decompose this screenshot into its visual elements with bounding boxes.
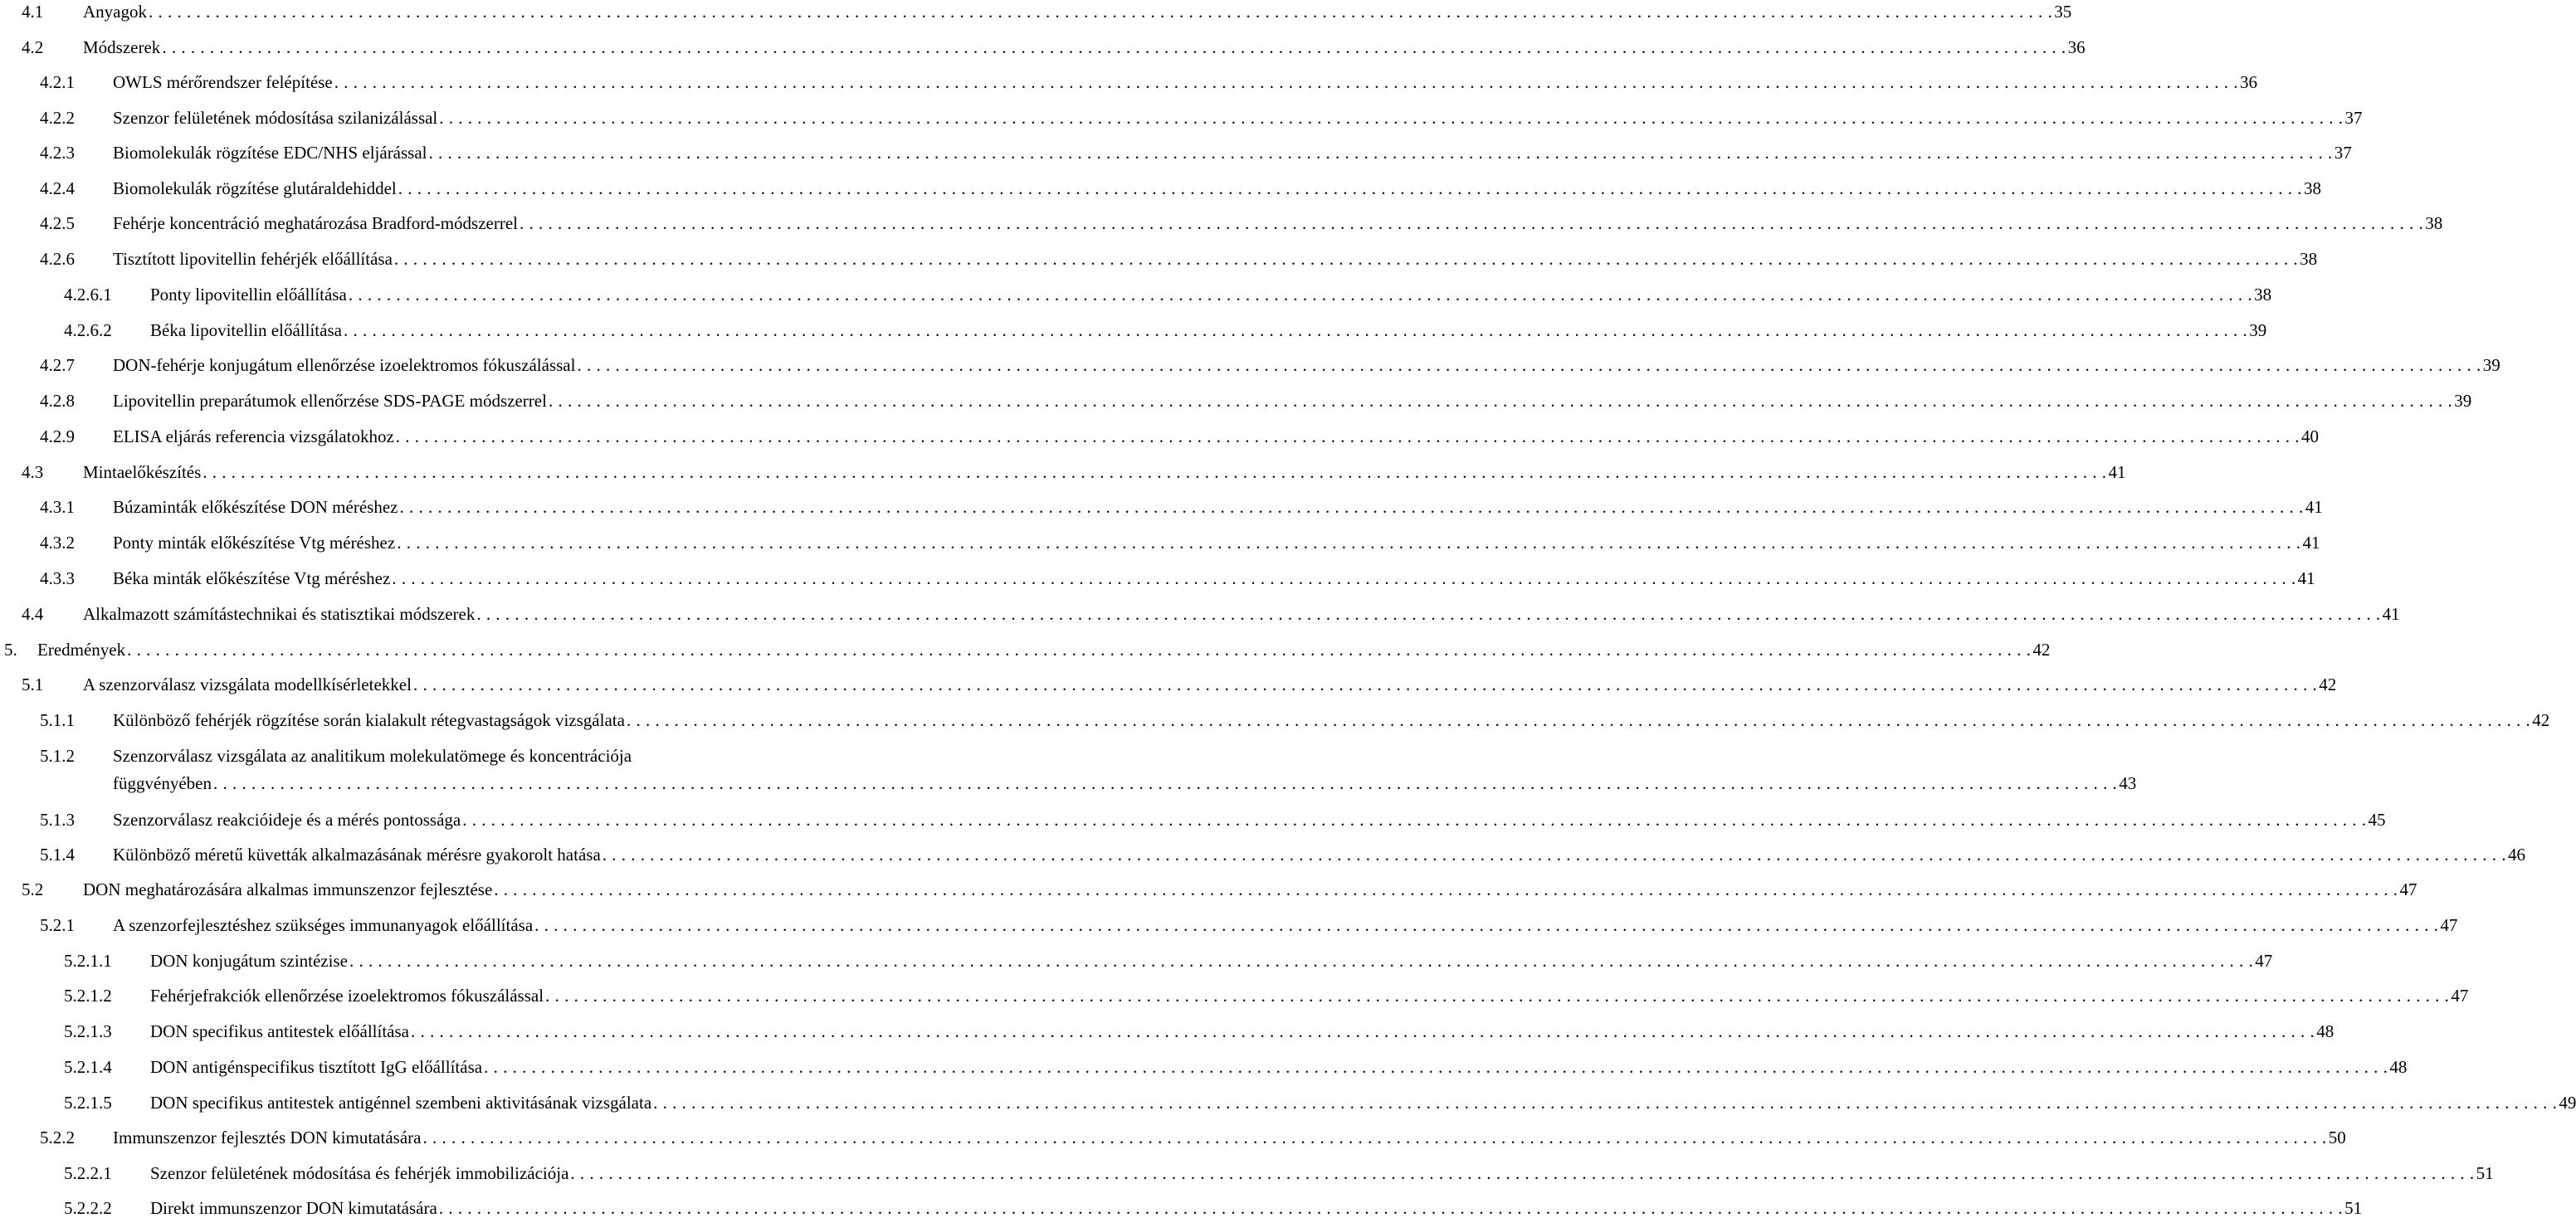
- toc-entry[interactable]: [40, 108, 2363, 128]
- dot-leader: . . . . . . . . . . . . . . . . . . . . . . . . . . . . . . . . . . . . . . . . . . . . . . . . . . . . . . . . . . . . . . . . . . . . . . . . . . . . . . . . . . . . . . . . . . . . . . . . . . . . . . . . . . . . . . . . . . . . . . . . . . . . . . . . . . . . . . . . . . . . . . . . . . . . . . . . . . . . . . . . . . . . . . . . . . . . . . . . . . . . . . . . . . . . . . . . . . . . . . . .: [462, 810, 2367, 830]
- dot-leader: . . . . . . . . . . . . . . . . . . . . . . . . . . . . . . . . . . . . . . . . . . . . . . . . . . . . . . . . . . . . . . . . . . . . . . . . . . . . . . . . . . . . . . . . . . . . . . . . . . . . . . . . . . . . . . . . . . . . . . . . . . . . . . . . . . . . . . . . . . . . . . . . . . . . . . . . . . . . . . . . . . . . . . . . . . . . . . . . . . . . . . . . . . . . . . . . . . . . . . . .: [127, 640, 2032, 660]
- toc-entry-page[interactable]: 39: [2249, 320, 2267, 340]
- dot-leader: . . . . . . . . . . . . . . . . . . . . . . . . . . . . . . . . . . . . . . . . . . . . . . . . . . . . . . . . . . . . . . . . . . . . . . . . . . . . . . . . . . . . . . . . . . . . . . . . . . . . . . . . . . . . . . . . . . . . . . . . . . . . . . . . . . . . . . . . . . . . . . . . . . . . . . . . . . . . . . . . . . . . . . . . . . . . . . . . . . . . . . . . . . . . . . . . . . . . . . . .: [534, 915, 2439, 935]
- toc-entry[interactable]: [40, 355, 2500, 375]
- toc-entry[interactable]: [40, 533, 2320, 553]
- dot-leader: . . . . . . . . . . . . . . . . . . . . . . . . . . . . . . . . . . . . . . . . . . . . . . . . . . . . . . . . . . . . . . . . . . . . . . . . . . . . . . . . . . . . . . . . . . . . . . . . . . . . . . . . . . . . . . . . . . . . . . . . . . . . . . . . . . . . . . . . . . . . . . . . . . . . . . . . . . . . . . . . . . . . . . . . . . . . . . . . . . . . . . . . . . . . . . . . . . . . . . . .: [202, 462, 2107, 482]
- dot-leader: . . . . . . . . . . . . . . . . . . . . . . . . . . . . . . . . . . . . . . . . . . . . . . . . . . . . . . . . . . . . . . . . . . . . . . . . . . . . . . . . . . . . . . . . . . . . . . . . . . . . . . . . . . . . . . . . . . . . . . . . . . . . . . . . . . . . . . . . . . . . . . . . . . . . . . . . . . . . . . . . . . . . . . . . . . . . . . . . . . . . . . . . . . . . . . . . . . . . . . . .: [343, 320, 2248, 340]
- toc-entry-number: 4.2.1: [40, 72, 75, 92]
- dot-leader: . . . . . . . . . . . . . . . . . . . . . . . . . . . . . . . . . . . . . . . . . . . . . . . . . . . . . . . . . . . . . . . . . . . . . . . . . . . . . . . . . . . . . . . . . . . . . . . . . . . . . . . . . . . . . . . . . . . . . . . . . . . . . . . . . . . . . . . . . . . . . . . . . . . . . . . . . . . . . . . . . . . . . . . . . . . . . . . . . . . . . . . . . . . . . . . . . . . . . . . .: [520, 213, 2424, 233]
- toc-entry-number: 5.2.1.2: [64, 986, 112, 1006]
- toc-entry[interactable]: [22, 879, 2417, 899]
- toc-entry-title[interactable]: Eredmények: [37, 640, 126, 660]
- toc-entry[interactable]: [40, 568, 2315, 588]
- toc-entry-title[interactable]: Ponty minták előkészítése Vtg méréshez: [113, 533, 396, 553]
- dot-leader: . . . . . . . . . . . . . . . . . . . . . . . . . . . . . . . . . . . . . . . . . . . . . . . . . . . . . . . . . . . . . . . . . . . . . . . . . . . . . . . . . . . . . . . . . . . . . . . . . . . . . . . . . . . . . . . . . . . . . . . . . . . . . . . . . . . . . . . . . . . . . . . . . . . . . . . . . . . . . . . . . . . . . . . . . . . . . . . . . . . . . . . . . . . . . . . . . . . . . . . .: [398, 178, 2302, 198]
- toc-entry-number: 4.2.3: [40, 143, 75, 163]
- toc-entry-title[interactable]: Immunszenzor fejlesztés DON kimutatására: [113, 1128, 422, 1147]
- toc-entry-number: 5.2.1.1: [64, 951, 112, 971]
- toc-entry-page[interactable]: 47: [2451, 986, 2469, 1006]
- toc-entry-title[interactable]: ELISA eljárás referencia vizsgálatokhoz: [113, 426, 394, 446]
- toc-entry-page[interactable]: 38: [2254, 285, 2272, 304]
- toc-entry-page[interactable]: 41: [2302, 533, 2320, 553]
- dot-leader: . . . . . . . . . . . . . . . . . . . . . . . . . . . . . . . . . . . . . . . . . . . . . . . . . . . . . . . . . . . . . . . . . . . . . . . . . . . . . . . . . . . . . . . . . . . . . . . . . . . . . . . . . . . . . . . . . . . . . . . . . . . . . . . . . . . . . . . . . . . . . . . . . . . . . . . . . . . . . . . . . . . . . . . . . . . . . . . . . . . . . . . . . . . . . . . . . . . . . . . .: [548, 391, 2453, 411]
- toc-entry-page[interactable]: 39: [2454, 391, 2472, 411]
- toc-entry-title[interactable]: Béka minták előkészítése Vtg méréshez: [113, 568, 391, 588]
- toc-entry-title[interactable]: OWLS mérőrendszer felépítése: [113, 72, 333, 92]
- toc-entry[interactable]: [64, 320, 2267, 340]
- toc-entry-number: 4.2.6.1: [64, 285, 112, 304]
- toc-entry[interactable]: [22, 675, 2337, 694]
- dot-leader: . . . . . . . . . . . . . . . . . . . . . . . . . . . . . . . . . . . . . . . . . . . . . . . . . . . . . . . . . . . . . . . . . . . . . . . . . . . . . . . . . . . . . . . . . . . . . . . . . . . . . . . . . . . . . . . . . . . . . . . . . . . . . . . . . . . . . . . . . . . . . . . . . . . . . . . . . . . . . . . . . . . . . . . . . . . . . . . . . . . . . . . . . . . . . . . . . . . . . . . .: [422, 1128, 2327, 1147]
- toc-entry-title[interactable]: Szenzor felületének módosítása és fehérjék immobilizációja: [150, 1163, 569, 1183]
- toc-entry-title[interactable]: DON specifikus antitestek antigénnel szembeni aktivitásának vizsgálata: [150, 1093, 652, 1113]
- toc-entry[interactable]: [40, 497, 2323, 517]
- toc-entry-title[interactable]: DON antigénspecifikus tisztított IgG előállítása: [150, 1057, 483, 1077]
- toc-entry-title[interactable]: DON-fehérje konjugátum ellenőrzése izoelektromos fókuszálással: [113, 355, 576, 375]
- toc-entry[interactable]: [22, 2, 2072, 22]
- dot-leader: . . . . . . . . . . . . . . . . . . . . . . . . . . . . . . . . . . . . . . . . . . . . . . . . . . . . . . . . . . . . . . . . . . . . . . . . . . . . . . . . . . . . . . . . . . . . . . . . . . . . . . . . . . . . . . . . . . . . . . . . . . . . . . . . . . . . . . . . . . . . . . . . . . . . . . . . . . . . . . . . . . . . . . . . . . . . . . . . . . . . . . . . . . . . . . . . . . . . . . . .: [349, 951, 2254, 971]
- dot-leader: . . . . . . . . . . . . . . . . . . . . . . . . . . . . . . . . . . . . . . . . . . . . . . . . . . . . . . . . . . . . . . . . . . . . . . . . . . . . . . . . . . . . . . . . . . . . . . . . . . . . . . . . . . . . . . . . . . . . . . . . . . . . . . . . . . . . . . . . . . . . . . . . . . . . . . . . . . . . . . . . . . . . . . . . . . . . . . . . . . . . . . . . . . . . . . . . . . . . . . . .: [577, 355, 2481, 375]
- toc-entry-number: 5.2: [22, 879, 44, 899]
- toc-entry-page[interactable]: 36: [2067, 37, 2086, 57]
- toc-entry-title[interactable]: Biomolekulák rögzítése glutáraldehiddel: [113, 178, 397, 198]
- dot-leader: . . . . . . . . . . . . . . . . . . . . . . . . . . . . . . . . . . . . . . . . . . . . . . . . . . . . . . . . . . . . . . . . . . . . . . . . . . . . . . . . . . . . . . . . . . . . . . . . . . . . . . . . . . . . . . . . . . . . . . . . . . . . . . . . . . . . . . . . . . . . . . . . . . . . . . . . . . . . . . . . . . . . . . . . . . . . . . . . . . . . . . . . . . . . . . . . . . . . . . . .: [393, 249, 2299, 269]
- toc-entry-number: 4.2.4: [40, 178, 75, 198]
- toc-entry-number: 4.2.9: [40, 426, 75, 446]
- toc-entry-number: 5.1.1: [40, 710, 75, 730]
- toc-entry-number: 4.2.7: [40, 355, 75, 375]
- toc-entry-title[interactable]: Fehérjefrakciók ellenőrzése izoelektromos fókuszálással: [150, 986, 544, 1006]
- toc-entry-title[interactable]: Különböző méretű küvetták alkalmazásának mérésre gyakorolt hatása: [113, 845, 601, 865]
- dot-leader: . . . . . . . . . . . . . . . . . . . . . . . . . . . . . . . . . . . . . . . . . . . . . . . . . . . . . . . . . . . . . . . . . . . . . . . . . . . . . . . . . . . . . . . . . . . . . . . . . . . . . . . . . . . . . . . . . . . . . . . . . . . . . . . . . . . . . . . . . . . . . . . . . . . . . . . . . . . . . . . . . . . . . . . . . . . . . . . . . . . . . . . . . . . . . . . . . . . . . . . .: [412, 675, 2318, 694]
- toc-entry-number: 4.2: [22, 37, 44, 57]
- toc-entry-page[interactable]: 47: [2255, 951, 2273, 971]
- toc-entry-title[interactable]: A szenzorválasz vizsgálata modellkísérletekkel: [83, 675, 412, 694]
- toc-entry-title[interactable]: Béka lipovitellin előállítása: [150, 320, 342, 340]
- dot-leader: . . . . . . . . . . . . . . . . . . . . . . . . . . . . . . . . . . . . . . . . . . . . . . . . . . . . . . . . . . . . . . . . . . . . . . . . . . . . . . . . . . . . . . . . . . . . . . . . . . . . . . . . . . . . . . . . . . . . . . . . . . . . . . . . . . . . . . . . . . . . . . . . . . . . . . . . . . . . . . . . . . . . . . . . . . . . . . . . . . . . . . . . . . . . . . . . . . . . . . . .: [653, 1093, 2558, 1113]
- toc-entry-title[interactable]: Szenzor felületének módosítása szilanizálással: [113, 108, 438, 128]
- toc-entry-page[interactable]: 41: [2297, 568, 2315, 588]
- dot-leader: . . . . . . . . . . . . . . . . . . . . . . . . . . . . . . . . . . . . . . . . . . . . . . . . . . . . . . . . . . . . . . . . . . . . . . . . . . . . . . . . . . . . . . . . . . . . . . . . . . . . . . . . . . . . . . . . . . . . . . . . . . . . . . . . . . . . . . . . . . . . . . . . . . . . . . . . . . . . . . . . . . . . . . . . . . . . . . . . . . . . . . . . . . . . . . . . . . . . . . . .: [545, 986, 2450, 1006]
- toc-entry-page[interactable]: 37: [2334, 143, 2352, 163]
- toc-entry-page[interactable]: 39: [2482, 355, 2500, 375]
- toc-entry-number: 4.3.3: [40, 568, 75, 588]
- toc-entry-page[interactable]: 46: [2508, 845, 2526, 865]
- toc-entry-page[interactable]: 47: [2399, 879, 2417, 899]
- toc-entry-title[interactable]: Biomolekulák rögzítése EDC/NHS eljárással: [113, 143, 427, 163]
- toc-entry[interactable]: [40, 249, 2318, 269]
- toc-entry-page[interactable]: 42: [2319, 675, 2337, 694]
- toc-entry[interactable]: [64, 1163, 2494, 1183]
- dot-leader: . . . . . . . . . . . . . . . . . . . . . . . . . . . . . . . . . . . . . . . . . . . . . . . . . . . . . . . . . . . . . . . . . . . . . . . . . . . . . . . . . . . . . . . . . . . . . . . . . . . . . . . . . . . . . . . . . . . . . . . . . . . . . . . . . . . . . . . . . . . . . . . . . . . . . . . . . . . . . . . . . . . . . . . . . . . . . . . . . . . . . . . . . . . . . . . . . . . . . . . .: [411, 1021, 2315, 1041]
- toc-entry-number: 4.3.2: [40, 533, 75, 553]
- toc-entry-number: 5.2.2.2: [64, 1198, 112, 1218]
- toc-entry-continuation[interactable]: [113, 773, 2137, 793]
- toc-entry-number: 5.: [4, 640, 17, 660]
- toc-entry-title[interactable]: Búzaminták előkészítése DON méréshez: [113, 497, 398, 517]
- toc-entry[interactable]: [64, 285, 2272, 304]
- toc-entry-number: 4.2.6.2: [64, 320, 112, 340]
- toc-entry-title[interactable]: A szenzorfejlesztéshez szükséges immunanyagok előállítása: [113, 915, 534, 935]
- toc-entry[interactable]: [64, 1198, 2363, 1218]
- toc-entry-page[interactable]: 42: [2032, 640, 2051, 660]
- dot-leader: . . . . . . . . . . . . . . . . . . . . . . . . . . . . . . . . . . . . . . . . . . . . . . . . . . . . . . . . . . . . . . . . . . . . . . . . . . . . . . . . . . . . . . . . . . . . . . . . . . . . . . . . . . . . . . . . . . . . . . . . . . . . . . . . . . . . . . . . . . . . . . . . . . . . . . . . . . . . . . . . . . . . . . . . . . . . . . . . . . . . . . . . . . . . . . . . . . . . . . . .: [395, 426, 2300, 446]
- toc-entry-page[interactable]: 48: [2316, 1021, 2334, 1041]
- toc-entry[interactable]: [40, 746, 632, 766]
- toc-entry-page[interactable]: 38: [2300, 249, 2318, 269]
- toc-entry[interactable]: [40, 845, 2526, 865]
- dot-leader: . . . . . . . . . . . . . . . . . . . . . . . . . . . . . . . . . . . . . . . . . . . . . . . . . . . . . . . . . . . . . . . . . . . . . . . . . . . . . . . . . . . . . . . . . . . . . . . . . . . . . . . . . . . . . . . . . . . . . . . . . . . . . . . . . . . . . . . . . . . . . . . . . . . . . . . . . . . . . . . . . . . . . . . . . . . . . . . . . . . . . . . . . . . . . . . . . . . . . . . .: [626, 710, 2531, 730]
- toc-entry-page[interactable]: 41: [2382, 604, 2400, 624]
- toc-entry[interactable]: [64, 986, 2469, 1006]
- toc-entry[interactable]: [40, 915, 2458, 935]
- dot-leader: . . . . . . . . . . . . . . . . . . . . . . . . . . . . . . . . . . . . . . . . . . . . . . . . . . . . . . . . . . . . . . . . . . . . . . . . . . . . . . . . . . . . . . . . . . . . . . . . . . . . . . . . . . . . . . . . . . . . . . . . . . . . . . . . . . . . . . . . . . . . . . . . . . . . . . . . . . . . . . . . . . . . . . . . . . . . . . . . . . . . . . . . . . . . . . . . . . . . . . . .: [212, 773, 2118, 793]
- toc-entry-title[interactable]: Ponty lipovitellin előállítása: [150, 285, 347, 304]
- toc-entry[interactable]: [40, 143, 2352, 163]
- toc-entry-page[interactable]: 50: [2328, 1128, 2346, 1147]
- toc-entry-page[interactable]: 47: [2440, 915, 2458, 935]
- toc-entry-number: 4.2.5: [40, 213, 75, 233]
- toc-entry-number: 5.2.1.3: [64, 1021, 112, 1041]
- toc-entry-number: 5.1.2: [40, 746, 75, 766]
- toc-entry-page[interactable]: 51: [2344, 1198, 2363, 1218]
- dot-leader: . . . . . . . . . . . . . . . . . . . . . . . . . . . . . . . . . . . . . . . . . . . . . . . . . . . . . . . . . . . . . . . . . . . . . . . . . . . . . . . . . . . . . . . . . . . . . . . . . . . . . . . . . . . . . . . . . . . . . . . . . . . . . . . . . . . . . . . . . . . . . . . . . . . . . . . . . . . . . . . . . . . . . . . . . . . . . . . . . . . . . . . . . . . . . . . . . . . . . . . .: [399, 497, 2304, 517]
- toc-entry-title[interactable]: DON specifikus antitestek előállítása: [150, 1021, 409, 1041]
- dot-leader: . . . . . . . . . . . . . . . . . . . . . . . . . . . . . . . . . . . . . . . . . . . . . . . . . . . . . . . . . . . . . . . . . . . . . . . . . . . . . . . . . . . . . . . . . . . . . . . . . . . . . . . . . . . . . . . . . . . . . . . . . . . . . . . . . . . . . . . . . . . . . . . . . . . . . . . . . . . . . . . . . . . . . . . . . . . . . . . . . . . . . . . . . . . . . . . . . . . . . . . .: [484, 1057, 2388, 1077]
- toc-entry-number: 4.3: [22, 462, 44, 482]
- toc-entry[interactable]: [40, 391, 2472, 411]
- dot-leader: . . . . . . . . . . . . . . . . . . . . . . . . . . . . . . . . . . . . . . . . . . . . . . . . . . . . . . . . . . . . . . . . . . . . . . . . . . . . . . . . . . . . . . . . . . . . . . . . . . . . . . . . . . . . . . . . . . . . . . . . . . . . . . . . . . . . . . . . . . . . . . . . . . . . . . . . . . . . . . . . . . . . . . . . . . . . . . . . . . . . . . . . . . . . . . . . . . . . . . . .: [162, 37, 2066, 57]
- toc-entry[interactable]: [40, 426, 2320, 446]
- dot-leader: . . . . . . . . . . . . . . . . . . . . . . . . . . . . . . . . . . . . . . . . . . . . . . . . . . . . . . . . . . . . . . . . . . . . . . . . . . . . . . . . . . . . . . . . . . . . . . . . . . . . . . . . . . . . . . . . . . . . . . . . . . . . . . . . . . . . . . . . . . . . . . . . . . . . . . . . . . . . . . . . . . . . . . . . . . . . . . . . . . . . . . . . . . . . . . . . . . . . . . . .: [494, 879, 2398, 899]
- toc-entry-page[interactable]: 51: [2476, 1163, 2494, 1183]
- toc-entry-title[interactable]: Mintaelőkészítés: [83, 462, 202, 482]
- dot-leader: . . . . . . . . . . . . . . . . . . . . . . . . . . . . . . . . . . . . . . . . . . . . . . . . . . . . . . . . . . . . . . . . . . . . . . . . . . . . . . . . . . . . . . . . . . . . . . . . . . . . . . . . . . . . . . . . . . . . . . . . . . . . . . . . . . . . . . . . . . . . . . . . . . . . . . . . . . . . . . . . . . . . . . . . . . . . . . . . . . . . . . . . . . . . . . . . . . . . . . . .: [392, 568, 2296, 588]
- toc-entry[interactable]: [40, 213, 2443, 233]
- toc-entry-page[interactable]: 41: [2108, 462, 2126, 482]
- toc-entry-number: 5.2.2.1: [64, 1163, 112, 1183]
- toc-entry-title[interactable]: Különböző fehérjék rögzítése során kialakult rétegvastagságok vizsgálata: [113, 710, 625, 730]
- toc-entry-page[interactable]: 35: [2054, 2, 2072, 22]
- toc-entry-title[interactable]: Anyagok: [83, 2, 147, 22]
- toc-entry[interactable]: [40, 810, 2386, 830]
- toc-entry-page[interactable]: 36: [2239, 72, 2257, 92]
- toc-entry-title[interactable]: Direkt immunszenzor DON kimutatására: [150, 1198, 437, 1218]
- toc-entry-title[interactable]: DON meghatározására alkalmas immunszenzor fejlesztése: [83, 879, 493, 899]
- toc-entry[interactable]: [64, 1093, 2576, 1113]
- dot-leader: . . . . . . . . . . . . . . . . . . . . . . . . . . . . . . . . . . . . . . . . . . . . . . . . . . . . . . . . . . . . . . . . . . . . . . . . . . . . . . . . . . . . . . . . . . . . . . . . . . . . . . . . . . . . . . . . . . . . . . . . . . . . . . . . . . . . . . . . . . . . . . . . . . . . . . . . . . . . . . . . . . . . . . . . . . . . . . . . . . . . . . . . . . . . . . . . . . . . . . . .: [334, 72, 2238, 92]
- toc-entry[interactable]: [40, 1128, 2346, 1147]
- toc-entry-number: 4.2.6: [40, 249, 75, 269]
- toc-entry-number: 4.3.1: [40, 497, 75, 517]
- toc-entry-number: 5.2.2: [40, 1128, 75, 1147]
- toc-entry-page[interactable]: 43: [2119, 773, 2137, 793]
- toc-entry-number: 5.1: [22, 675, 44, 694]
- dot-leader: . . . . . . . . . . . . . . . . . . . . . . . . . . . . . . . . . . . . . . . . . . . . . . . . . . . . . . . . . . . . . . . . . . . . . . . . . . . . . . . . . . . . . . . . . . . . . . . . . . . . . . . . . . . . . . . . . . . . . . . . . . . . . . . . . . . . . . . . . . . . . . . . . . . . . . . . . . . . . . . . . . . . . . . . . . . . . . . . . . . . . . . . . . . . . . . . . . . . . . . .: [149, 2, 2053, 22]
- toc-entry-page[interactable]: 37: [2344, 108, 2363, 128]
- toc-entry[interactable]: [40, 72, 2257, 92]
- dot-leader: . . . . . . . . . . . . . . . . . . . . . . . . . . . . . . . . . . . . . . . . . . . . . . . . . . . . . . . . . . . . . . . . . . . . . . . . . . . . . . . . . . . . . . . . . . . . . . . . . . . . . . . . . . . . . . . . . . . . . . . . . . . . . . . . . . . . . . . . . . . . . . . . . . . . . . . . . . . . . . . . . . . . . . . . . . . . . . . . . . . . . . . . . . . . . . . . . . . . . . . .: [476, 604, 2381, 624]
- toc-entry-number: 4.2.2: [40, 108, 75, 128]
- toc-entry-title[interactable]: Lipovitellin preparátumok ellenőrzése SDS-PAGE módszerrel: [113, 391, 547, 411]
- toc-entry[interactable]: [64, 951, 2273, 971]
- dot-leader: . . . . . . . . . . . . . . . . . . . . . . . . . . . . . . . . . . . . . . . . . . . . . . . . . . . . . . . . . . . . . . . . . . . . . . . . . . . . . . . . . . . . . . . . . . . . . . . . . . . . . . . . . . . . . . . . . . . . . . . . . . . . . . . . . . . . . . . . . . . . . . . . . . . . . . . . . . . . . . . . . . . . . . . . . . . . . . . . . . . . . . . . . . . . . . . . . . . . . . . .: [348, 285, 2253, 304]
- dot-leader: . . . . . . . . . . . . . . . . . . . . . . . . . . . . . . . . . . . . . . . . . . . . . . . . . . . . . . . . . . . . . . . . . . . . . . . . . . . . . . . . . . . . . . . . . . . . . . . . . . . . . . . . . . . . . . . . . . . . . . . . . . . . . . . . . . . . . . . . . . . . . . . . . . . . . . . . . . . . . . . . . . . . . . . . . . . . . . . . . . . . . . . . . . . . . . . . . . . . . . . .: [397, 533, 2301, 553]
- toc-entry[interactable]: [64, 1057, 2408, 1077]
- toc-entry-number: 5.2.1.4: [64, 1057, 112, 1077]
- toc-entry-title[interactable]: Alkalmazott számítástechnikai és statisztikai módszerek: [83, 604, 476, 624]
- toc-entry-title[interactable]: DON konjugátum szintézise: [150, 951, 348, 971]
- toc-entry-page[interactable]: 42: [2532, 710, 2550, 730]
- toc-entry[interactable]: [4, 640, 2051, 660]
- dot-leader: . . . . . . . . . . . . . . . . . . . . . . . . . . . . . . . . . . . . . . . . . . . . . . . . . . . . . . . . . . . . . . . . . . . . . . . . . . . . . . . . . . . . . . . . . . . . . . . . . . . . . . . . . . . . . . . . . . . . . . . . . . . . . . . . . . . . . . . . . . . . . . . . . . . . . . . . . . . . . . . . . . . . . . . . . . . . . . . . . . . . . . . . . . . . . . . . . . . . . . . .: [439, 108, 2344, 128]
- toc-entry-page[interactable]: 41: [2305, 497, 2323, 517]
- toc-entry-page[interactable]: 49: [2559, 1093, 2576, 1113]
- toc-entry-number: 4.2.8: [40, 391, 75, 411]
- toc-entry-page[interactable]: 48: [2389, 1057, 2408, 1077]
- toc-entry-title[interactable]: Módszerek: [83, 37, 161, 57]
- toc-entry-number: 5.1.3: [40, 810, 75, 830]
- toc-entry-title[interactable]: Tisztított lipovitellin fehérjék előállítása: [113, 249, 393, 269]
- toc-entry-number: 5.2.1: [40, 915, 75, 935]
- dot-leader: . . . . . . . . . . . . . . . . . . . . . . . . . . . . . . . . . . . . . . . . . . . . . . . . . . . . . . . . . . . . . . . . . . . . . . . . . . . . . . . . . . . . . . . . . . . . . . . . . . . . . . . . . . . . . . . . . . . . . . . . . . . . . . . . . . . . . . . . . . . . . . . . . . . . . . . . . . . . . . . . . . . . . . . . . . . . . . . . . . . . . . . . . . . . . . . . . . . . . . . .: [428, 143, 2333, 163]
- toc-entry-number: 4.4: [22, 604, 44, 624]
- toc-entry[interactable]: [64, 1021, 2334, 1041]
- toc-entry-page[interactable]: 40: [2301, 426, 2320, 446]
- toc-entry[interactable]: [40, 710, 2550, 730]
- dot-leader: . . . . . . . . . . . . . . . . . . . . . . . . . . . . . . . . . . . . . . . . . . . . . . . . . . . . . . . . . . . . . . . . . . . . . . . . . . . . . . . . . . . . . . . . . . . . . . . . . . . . . . . . . . . . . . . . . . . . . . . . . . . . . . . . . . . . . . . . . . . . . . . . . . . . . . . . . . . . . . . . . . . . . . . . . . . . . . . . . . . . . . . . . . . . . . . . . . . . . . . .: [570, 1163, 2475, 1183]
- toc-entry[interactable]: [22, 462, 2126, 482]
- toc-entry[interactable]: [22, 37, 2086, 57]
- toc-entry-title[interactable]: Szenzorválasz reakcióideje és a mérés pontossága: [113, 810, 461, 830]
- toc-entry[interactable]: [22, 604, 2400, 624]
- toc-entry-title[interactable]: Szenzorválasz vizsgálata az analitikum molekulatömege és koncentrációja: [113, 746, 632, 766]
- toc-entry-page[interactable]: 38: [2303, 178, 2321, 198]
- toc-entry-number: 4.1: [22, 2, 44, 22]
- toc-entry-number: 5.1.4: [40, 845, 75, 865]
- toc-entry-title-continued[interactable]: függvényében: [113, 773, 212, 793]
- dot-leader: . . . . . . . . . . . . . . . . . . . . . . . . . . . . . . . . . . . . . . . . . . . . . . . . . . . . . . . . . . . . . . . . . . . . . . . . . . . . . . . . . . . . . . . . . . . . . . . . . . . . . . . . . . . . . . . . . . . . . . . . . . . . . . . . . . . . . . . . . . . . . . . . . . . . . . . . . . . . . . . . . . . . . . . . . . . . . . . . . . . . . . . . . . . . . . . . . . . . . . . .: [602, 845, 2507, 865]
- toc-entry-title[interactable]: Fehérje koncentráció meghatározása Bradford-módszerrel: [113, 213, 519, 233]
- toc-entry-number: 5.2.1.5: [64, 1093, 112, 1113]
- toc-entry-page[interactable]: 45: [2368, 810, 2386, 830]
- toc-entry-page[interactable]: 38: [2425, 213, 2443, 233]
- toc-entry[interactable]: [40, 178, 2321, 198]
- dot-leader: . . . . . . . . . . . . . . . . . . . . . . . . . . . . . . . . . . . . . . . . . . . . . . . . . . . . . . . . . . . . . . . . . . . . . . . . . . . . . . . . . . . . . . . . . . . . . . . . . . . . . . . . . . . . . . . . . . . . . . . . . . . . . . . . . . . . . . . . . . . . . . . . . . . . . . . . . . . . . . . . . . . . . . . . . . . . . . . . . . . . . . . . . . . . . . . . . . . . . . . .: [438, 1198, 2344, 1218]
